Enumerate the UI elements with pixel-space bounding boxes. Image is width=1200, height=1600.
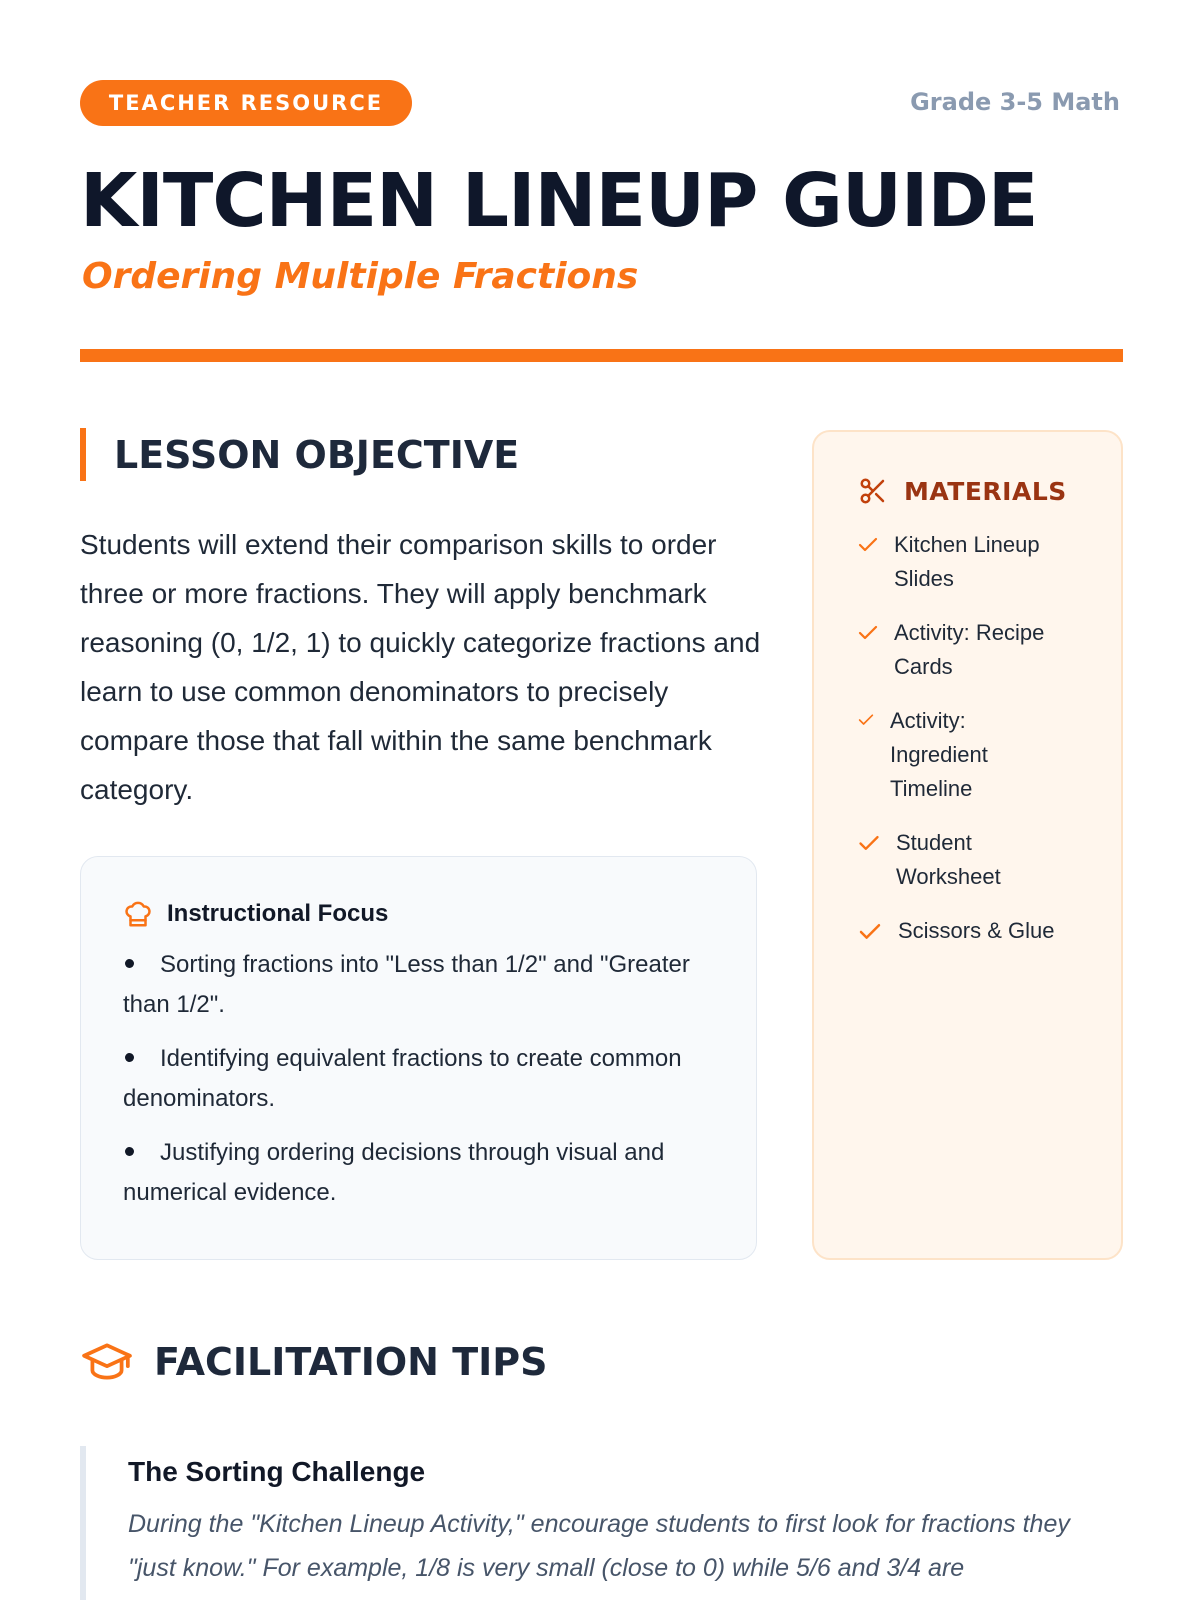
focus-item-text: Justifying ordering decisions through visual and numerical evidence. <box>123 1139 665 1206</box>
tip-body: During the "Kitchen Lineup Activity," encourage students to first look for fractions they "just know." For example, 1/8 is very small (close to 0) while 5/6 and 3/4 are <box>128 1510 1070 1582</box>
header-divider <box>80 349 1123 362</box>
chef-hat-icon <box>123 899 153 929</box>
scissors-icon <box>858 476 888 506</box>
resource-badge: TEACHER RESOURCE <box>80 80 412 126</box>
materials-heading <box>858 476 1093 506</box>
material-item-text: Activity: Ingredient Timeline <box>890 708 988 801</box>
check-icon <box>858 713 874 727</box>
check-icon <box>858 625 878 641</box>
material-item-text: Scissors & Glue <box>898 918 1055 943</box>
check-icon <box>858 835 880 852</box>
materials-list <box>858 528 1093 948</box>
objective-accent-bar <box>80 428 86 481</box>
materials-panel <box>812 430 1123 1260</box>
tips-heading <box>82 1340 548 1384</box>
list-item <box>858 704 1093 806</box>
list-item <box>858 826 1093 894</box>
list-item <box>858 616 1093 684</box>
material-item-text: Activity: Recipe Cards <box>894 620 1045 679</box>
tips-title: FACILITATION TIPS <box>154 1340 548 1384</box>
list-item <box>858 528 1093 596</box>
focus-list <box>123 945 716 1213</box>
bullet-icon <box>125 1053 134 1062</box>
grade-label: Grade 3-5 Math <box>910 88 1120 116</box>
graduation-cap-icon <box>82 1341 132 1383</box>
list-item <box>123 945 716 1025</box>
check-icon <box>858 923 882 941</box>
tip-card <box>80 1446 1123 1600</box>
bullet-icon <box>125 959 134 968</box>
page-title: KITCHEN LINEUP GUIDE <box>80 158 1038 244</box>
objective-title: LESSON OBJECTIVE <box>114 432 520 477</box>
check-icon <box>858 537 878 553</box>
objective-heading <box>80 428 519 481</box>
bullet-icon <box>125 1147 134 1156</box>
list-item <box>123 1039 716 1119</box>
instructional-focus-card <box>80 856 757 1260</box>
materials-title: MATERIALS <box>904 476 1067 506</box>
objective-text: Students will extend their comparison skills to order three or more fractions. They will apply benchmark reasoning (0, 1/2, 1) to quickly categorize fractions and learn to use common denominators to precisely compare those that fall within the same benchmark category. <box>80 529 761 805</box>
focus-item-text: Identifying equivalent fractions to create common denominators. <box>123 1045 682 1112</box>
material-item-text: Student Worksheet <box>896 830 1001 889</box>
focus-title: Instructional Focus <box>167 900 389 927</box>
list-item <box>858 914 1093 948</box>
material-item-text: Kitchen Lineup Slides <box>894 532 1040 591</box>
list-item <box>123 1133 716 1213</box>
tip-title: The Sorting Challenge <box>128 1456 426 1487</box>
focus-item-text: Sorting fractions into "Less than 1/2" and "Greater than 1/2". <box>123 951 690 1018</box>
focus-heading <box>123 899 716 929</box>
page-subtitle: Ordering Multiple Fractions <box>82 256 639 297</box>
